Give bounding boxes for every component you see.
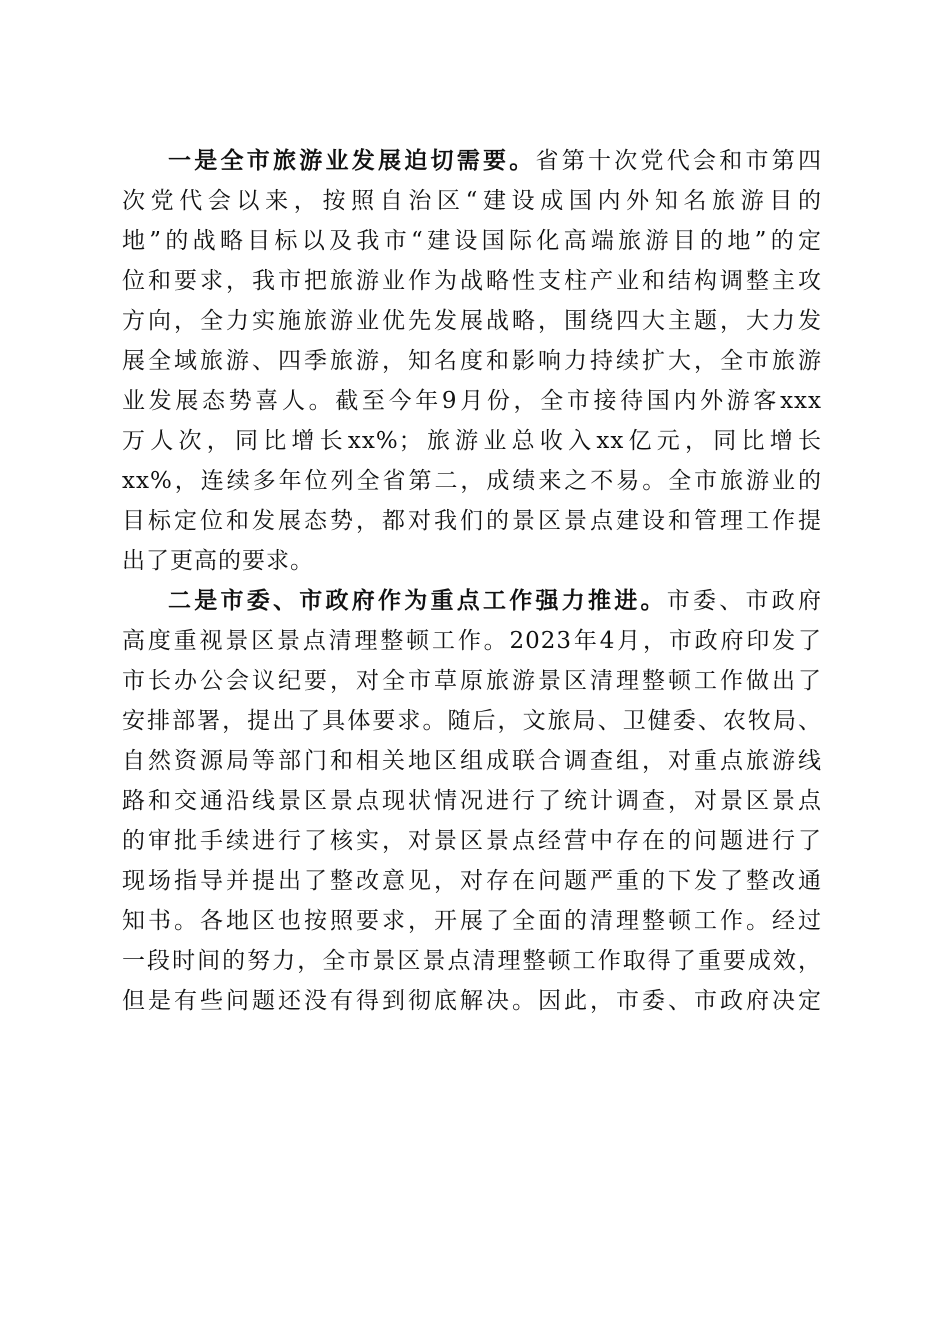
- paragraph-line: 的审批手续进行了核实，对景区景点经营中存在的问题进行了: [122, 828, 822, 854]
- paragraph-line: 知书。各地区也按照要求，开展了全面的清理整顿工作。经过: [122, 908, 822, 934]
- paragraph-line: 但是有些问题还没有得到彻底解决。因此，市委、市政府决定: [122, 988, 822, 1014]
- paragraph-lead-heading: 二是市委、市政府作为重点工作强力推进。: [168, 587, 667, 614]
- paragraph-line: 地”的战略目标以及我市“建设国际化高端旅游目的地”的定: [122, 228, 822, 254]
- paragraph-line: 市长办公会议纪要，对全市草原旅游景区清理整顿工作做出了: [122, 668, 822, 694]
- paragraph-line: 位和要求，我市把旅游业作为战略性支柱产业和结构调整主攻: [122, 268, 822, 294]
- paragraph-line: xx%，连续多年位列全省第二，成绩来之不易。全市旅游业的: [122, 468, 822, 494]
- paragraph-line: [122, 581, 822, 621]
- paragraph-line: 路和交通沿线景区景点现状情况进行了统计调查，对景区景点: [122, 788, 822, 814]
- paragraph-text: 省第十次党代会和市第四: [535, 148, 822, 174]
- paragraph-tourism-development: [122, 141, 822, 581]
- paragraph-line: 目标定位和发展态势，都对我们的景区景点建设和管理工作提: [122, 508, 822, 534]
- paragraph-line: 现场指导并提出了整改意见，对存在问题严重的下发了整改通: [122, 868, 822, 894]
- paragraph-line: 一段时间的努力，全市景区景点清理整顿工作取得了重要成效，: [122, 948, 822, 974]
- paragraph-lead-heading: 一是全市旅游业发展迫切需要。: [168, 147, 536, 174]
- paragraph-text: 市委、市政府: [666, 588, 822, 614]
- paragraph-line: 自然资源局等部门和相关地区组成联合调查组，对重点旅游线: [122, 748, 822, 774]
- paragraph-line: 业发展态势喜人。截至今年9月份，全市接待国内外游客xxx: [122, 388, 822, 414]
- paragraph-line: [122, 141, 822, 181]
- paragraph-line: 万人次，同比增长xx%；旅游业总收入xx亿元，同比增长: [122, 428, 822, 454]
- paragraph-line: 次党代会以来，按照自治区“建设成国内外知名旅游目的: [122, 188, 822, 214]
- document-body: [122, 141, 822, 1021]
- paragraph-line: 安排部署，提出了具体要求。随后，文旅局、卫健委、农牧局、: [122, 708, 822, 734]
- paragraph-line: 高度重视景区景点清理整顿工作。2023年4月，市政府印发了: [122, 628, 822, 654]
- paragraph-line: 展全域旅游、四季旅游，知名度和影响力持续扩大，全市旅游: [122, 348, 822, 374]
- paragraph-line: 出了更高的要求。: [122, 548, 314, 574]
- paragraph-government-promotion: [122, 581, 822, 1021]
- paragraph-line: 方向，全力实施旅游业优先发展战略，围绕四大主题，大力发: [122, 308, 822, 334]
